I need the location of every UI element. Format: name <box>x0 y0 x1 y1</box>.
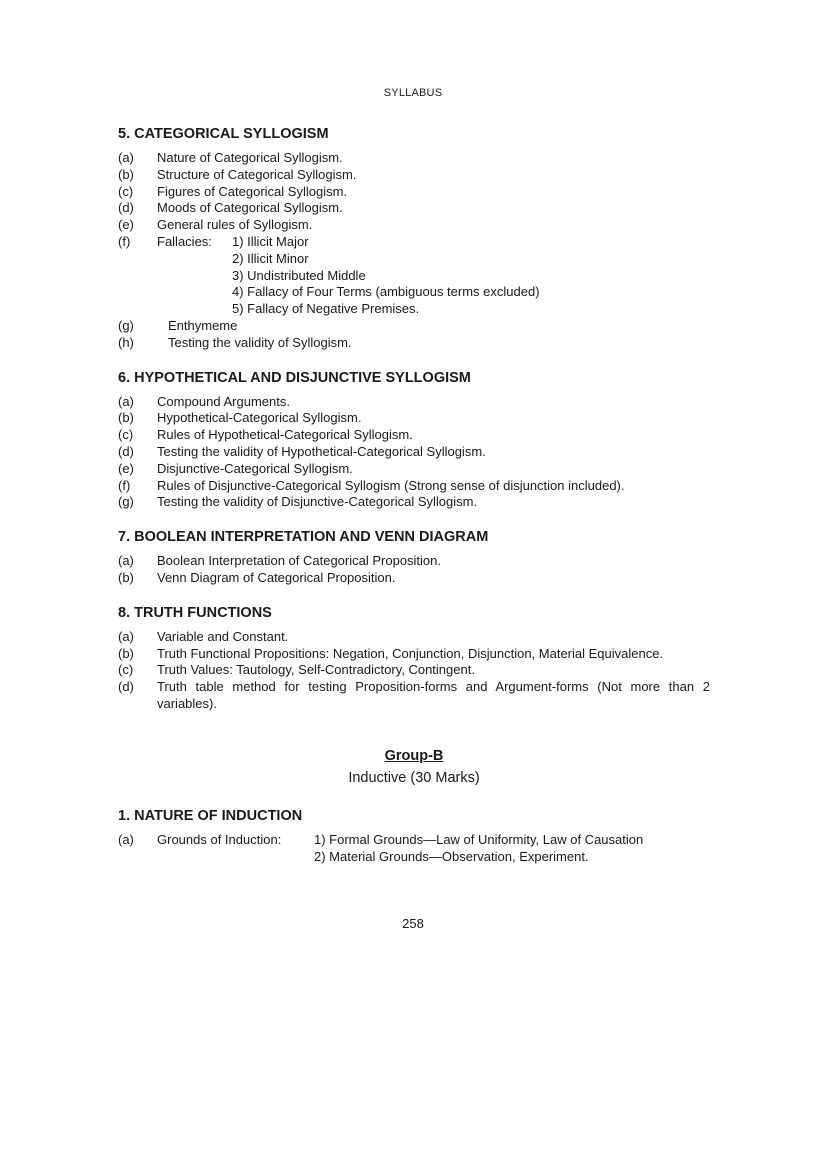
list-item <box>118 335 710 352</box>
section-title-hypothetical-disjunctive: 6. HYPOTHETICAL AND DISJUNCTIVE SYLLOGISM <box>118 369 471 386</box>
item-label: (a) <box>118 628 134 644</box>
section-6-items <box>118 394 710 512</box>
item-label: (d) <box>118 200 134 216</box>
item-label: (g) <box>118 317 134 333</box>
item-text: Nature of Categorical Syllogism. <box>157 150 343 165</box>
section-8-items <box>118 629 710 713</box>
list-item <box>118 662 710 679</box>
item-text: Figures of Categorical Syllogism. <box>157 183 348 199</box>
list-item <box>118 167 710 184</box>
item-text: Disjunctive-Categorical Syllogism. <box>157 460 353 476</box>
item-label: (e) <box>118 217 134 233</box>
item-text: Variable and Constant. <box>157 628 289 644</box>
fallacies-heading: Fallacies: <box>157 233 212 249</box>
item-label: (d) <box>118 679 134 695</box>
fallacies-block <box>157 234 710 318</box>
section-5-items <box>118 150 710 352</box>
item-label: (a) <box>118 150 134 165</box>
list-item <box>118 444 710 461</box>
fallacy-entry: 2) Illicit Minor <box>232 250 309 266</box>
grounds-entry: 1) Formal Grounds—Law of Uniformity, Law of Causation <box>314 831 644 847</box>
item-label: (e) <box>118 460 134 476</box>
list-item <box>118 184 710 201</box>
item-text: Truth Values: Tautology, Self-Contradictory, Contingent. <box>157 662 475 678</box>
fallacy-list <box>157 251 710 318</box>
item-label: (d) <box>118 443 134 459</box>
item-label: (a) <box>118 393 134 409</box>
item-label: (g) <box>118 494 134 510</box>
item-text: Hypothetical-Categorical Syllogism. <box>157 410 362 426</box>
group-b-subtitle: Inductive (30 Marks) <box>348 769 480 786</box>
grounds-heading: Grounds of Induction: <box>157 831 282 847</box>
item-label: (c) <box>118 662 134 678</box>
fallacy-entry: 5) Fallacy of Negative Premises. <box>232 301 420 317</box>
item-text: Truth Functional Propositions: Negation, Conjunction, Disjunction, Material Equivalence. <box>157 645 664 661</box>
item-label: (a) <box>118 553 134 569</box>
list-item <box>118 629 710 646</box>
item-text: Compound Arguments. <box>157 393 290 409</box>
fallacy-row <box>157 234 710 251</box>
list-item <box>118 553 710 570</box>
item-text: Structure of Categorical Syllogism. <box>157 166 357 182</box>
grounds-entry: 2) Material Grounds—Observation, Experiment. <box>314 848 589 864</box>
section-7-items <box>118 553 710 587</box>
syllabus-content <box>118 125 710 865</box>
item-label: (c) <box>118 183 134 199</box>
item-text: Truth table method for testing Proposition-forms and Argument-forms (Not more than 2 variables). <box>157 679 710 711</box>
item-label: (c) <box>118 427 134 443</box>
item-label: (a) <box>118 831 134 847</box>
list-item <box>118 427 710 444</box>
section-title-nature-of-induction: 1. NATURE OF INDUCTION <box>118 807 303 824</box>
fallacy-entry: 1) Illicit Major <box>232 233 309 249</box>
section-title-categorical-syllogism: 5. CATEGORICAL SYLLOGISM <box>118 126 329 142</box>
section-title-boolean-venn: 7. BOOLEAN INTERPRETATION AND VENN DIAGRAM <box>118 529 489 546</box>
item-label: (f) <box>118 233 131 249</box>
grounds-list <box>314 832 643 866</box>
item-label: (b) <box>118 569 134 585</box>
item-label: (b) <box>118 645 134 661</box>
fallacies-item <box>118 234 710 318</box>
list-item <box>118 461 710 478</box>
item-text: Boolean Interpretation of Categorical Proposition. <box>157 553 442 569</box>
list-item <box>118 410 710 427</box>
grounds-item <box>118 832 710 866</box>
item-text: Rules of Disjunctive-Categorical Syllogism (Strong sense of disjunction included). <box>157 477 625 493</box>
list-item <box>118 570 710 587</box>
item-text: Enthymeme <box>168 317 238 333</box>
list-item <box>118 200 710 217</box>
list-item <box>118 679 710 713</box>
item-text: Moods of Categorical Syllogism. <box>157 200 343 216</box>
list-item <box>118 150 710 167</box>
item-label: (h) <box>118 334 134 350</box>
list-item <box>118 394 710 411</box>
page-number: 258 <box>402 916 424 931</box>
running-header: SYLLABUS <box>383 87 443 99</box>
item-text: Testing the validity of Syllogism. <box>168 334 352 350</box>
group-b-title: Group-B <box>384 747 444 764</box>
item-text: Venn Diagram of Categorical Proposition. <box>157 569 396 585</box>
item-label: (f) <box>118 477 131 493</box>
item-text: Testing the validity of Disjunctive-Categorical Syllogism. <box>157 494 478 510</box>
item-text: Rules of Hypothetical-Categorical Syllogism. <box>157 427 413 443</box>
list-item <box>118 478 710 495</box>
list-item <box>118 217 710 234</box>
item-label: (b) <box>118 166 134 182</box>
fallacy-entry: 4) Fallacy of Four Terms (ambiguous terms excluded) <box>232 284 540 300</box>
list-item <box>118 646 710 663</box>
item-label: (b) <box>118 410 134 426</box>
fallacy-entry: 3) Undistributed Middle <box>232 267 366 283</box>
list-item <box>118 494 710 511</box>
section-title-truth-functions: 8. TRUTH FUNCTIONS <box>118 604 272 621</box>
item-text: General rules of Syllogism. <box>157 217 313 233</box>
list-item <box>118 318 710 335</box>
item-text: Testing the validity of Hypothetical-Categorical Syllogism. <box>157 443 486 459</box>
